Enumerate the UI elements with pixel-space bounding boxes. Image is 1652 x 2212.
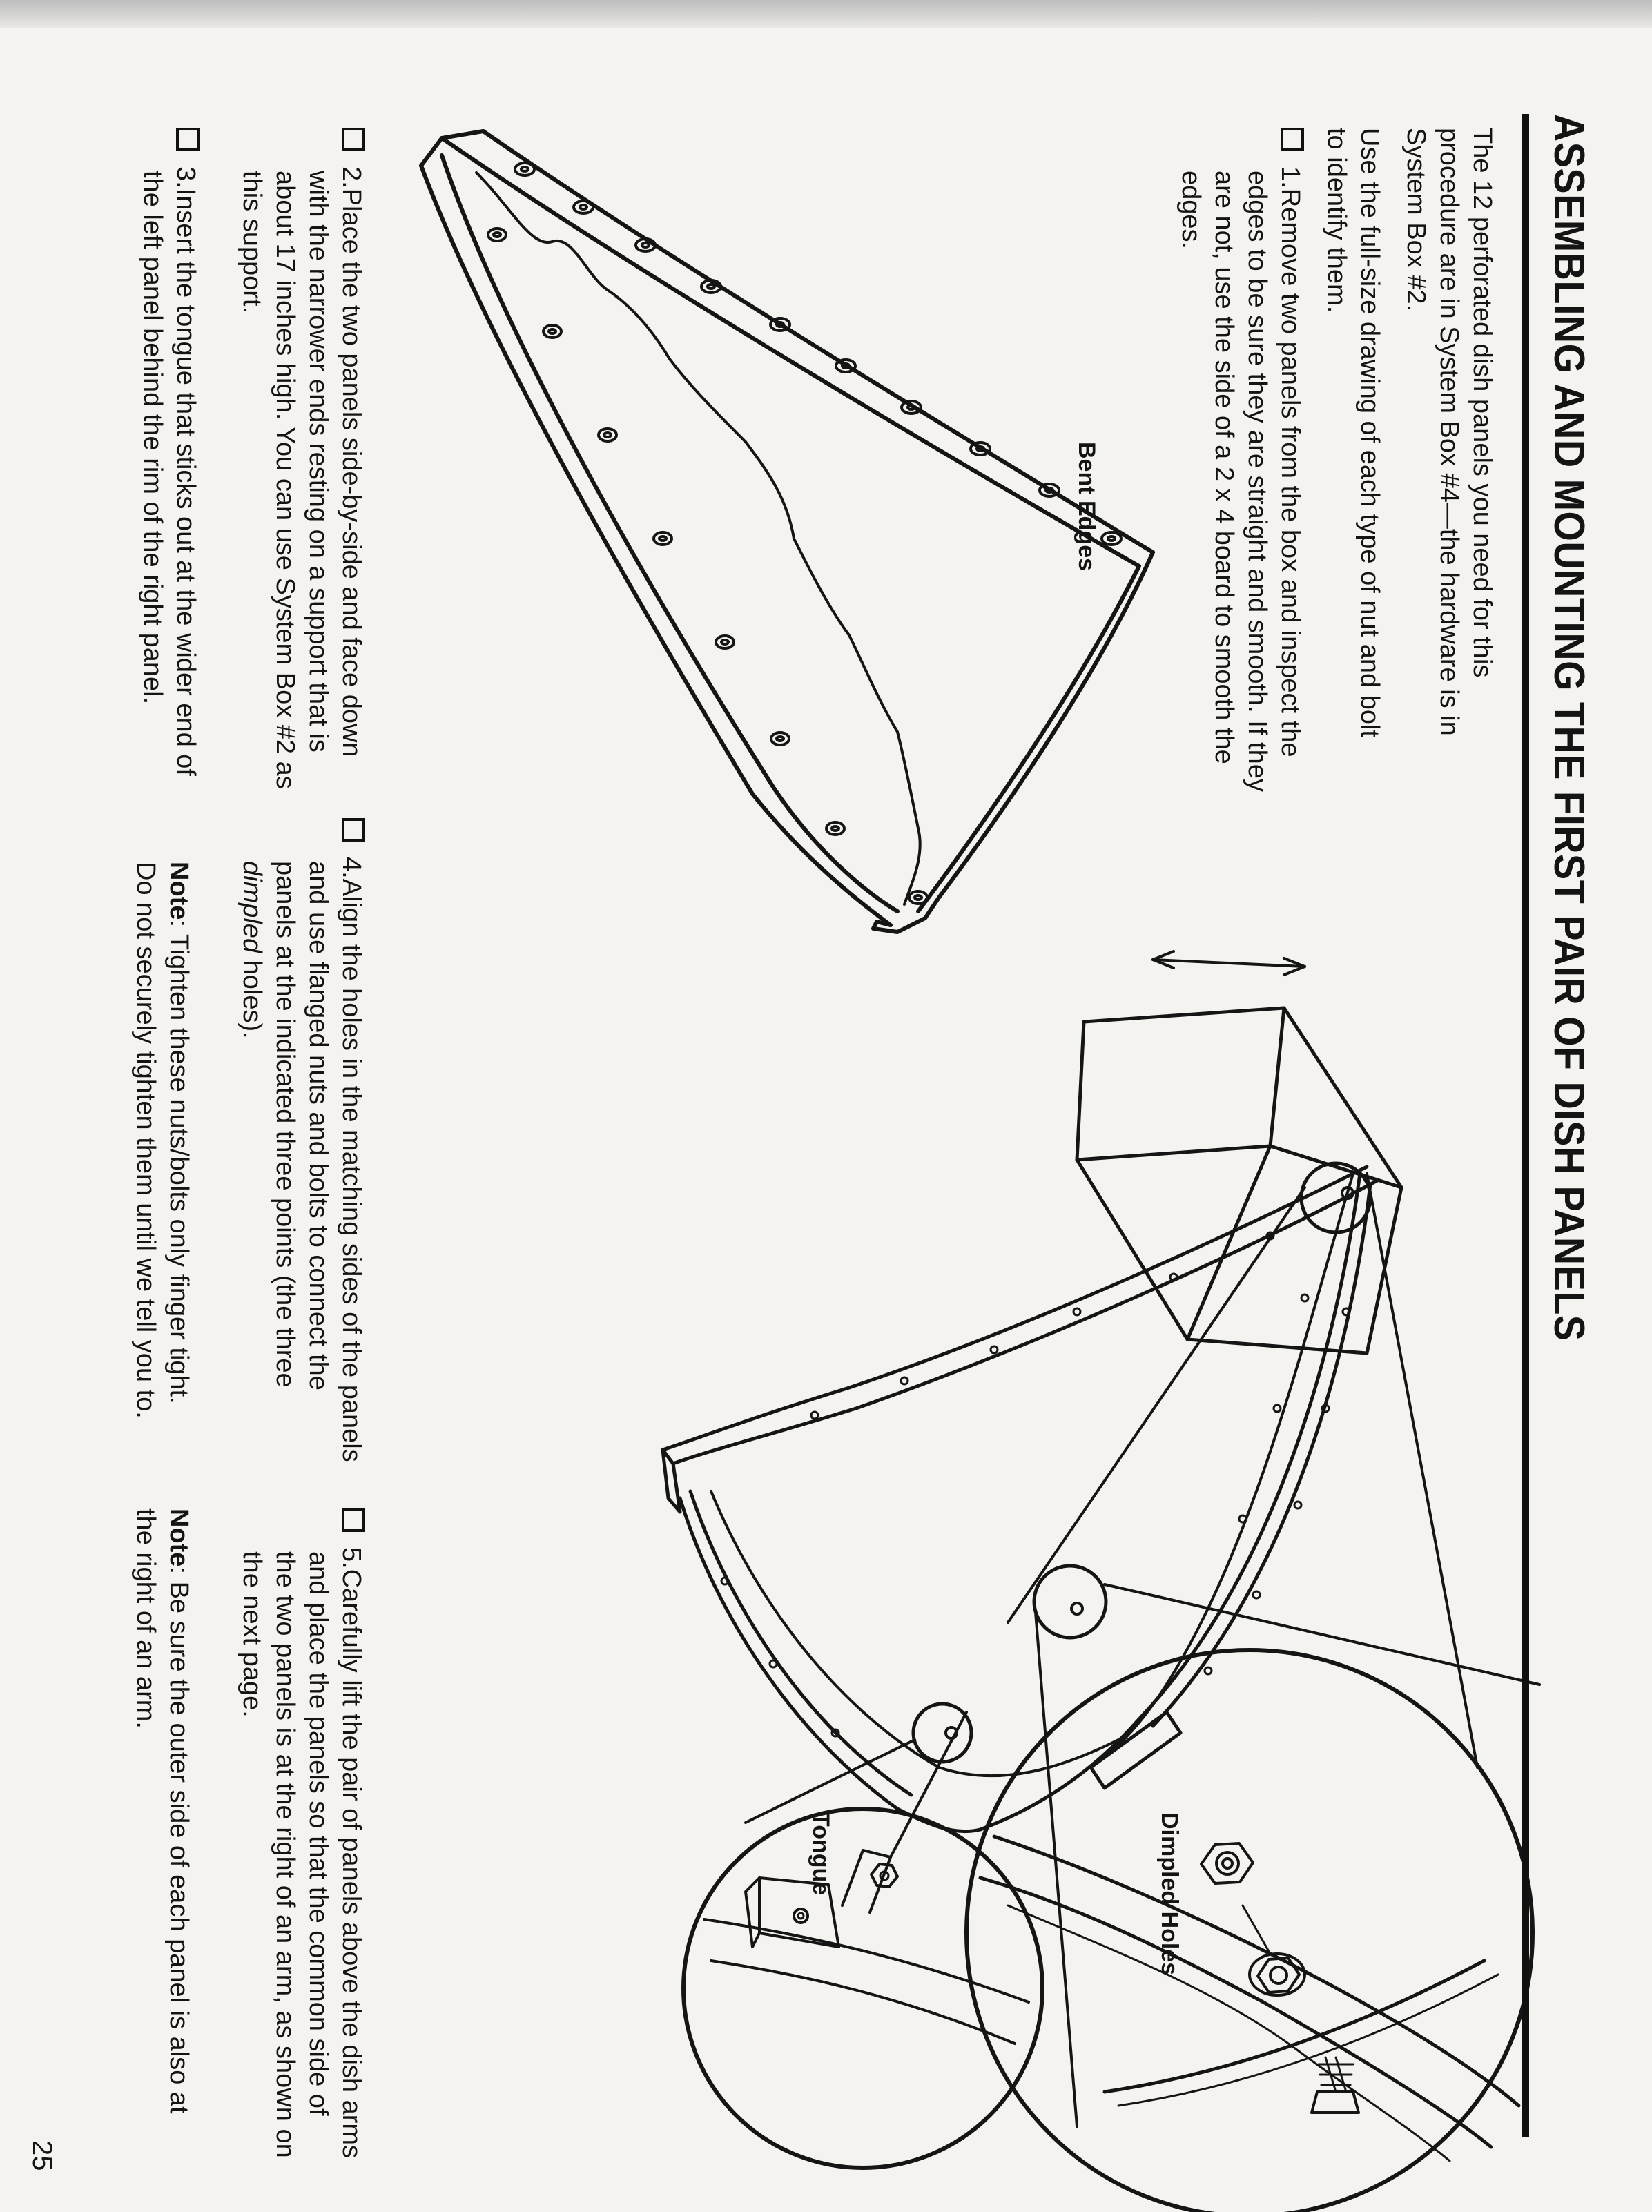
checkbox-icon[interactable] [342, 128, 365, 151]
checkbox-icon[interactable] [342, 818, 365, 842]
bent-edges-label: Bent Edges [1073, 442, 1100, 572]
step-4: 4.Align the holes in the matching sides of the panels and use flanged nuts and bolts to connect the panels at the indicated three points (the three dimpled holes). [235, 818, 368, 1468]
step-3: 3.Insert the tongue that sticks out at the wider end of the left panel behind the rim of the right panel. [136, 128, 202, 792]
page-title: ASSEMBLING AND MOUNTING THE FIRST PAIR OF DISH PANELS [1545, 114, 1593, 1341]
step-2: 2.Place the two panels side-by-side and face down with the narrower ends resting on a support that is about 17 inches high. You can use System Box #2 as this support. [235, 128, 368, 792]
step-1: 1.Remove two panels from the box and inspect the edges to be sure they are straight and smooth. If they are not, use the side of a 2 x 4 board to smooth the edges. [1174, 128, 1307, 795]
note-outer-side: Note: Be sure the outer side of each panel is also at the right of an arm. [131, 1508, 193, 2114]
tongue-label: Tongue [808, 1812, 834, 1896]
step-5: 5.Carefully lift the pair of panels above the dish arms and place the panels so that the common side of the two panels is at the right of an arm, as shown on the next page. [235, 1508, 368, 2159]
intro-paragraph: The 12 perforated dish panels you need for this procedure are in System Box #4—the hardware is in System Box #2. [1401, 128, 1497, 736]
page-number: 25 [27, 2140, 57, 2171]
dimpled-holes-label: Dimpled Holes [1156, 1812, 1183, 1976]
checkbox-icon[interactable] [176, 128, 200, 151]
checkbox-icon[interactable] [1281, 128, 1304, 151]
title-rule [1522, 114, 1529, 2137]
intro-paragraph-2: Use the full-size drawing of each type of nut and bolt to identify them. [1322, 128, 1384, 737]
note-finger-tight: Note: Tighten these nuts/bolts only finger tight. Do not securely tighten them until we tell you to. [131, 862, 193, 1419]
checkbox-icon[interactable] [342, 1508, 365, 1532]
